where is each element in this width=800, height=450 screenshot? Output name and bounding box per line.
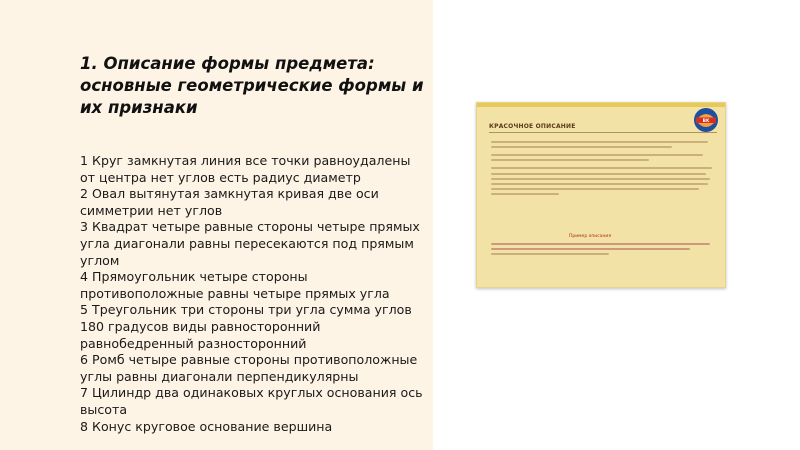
list-item: 5 Треугольник три стороны три угла сумма углов 180 градусов виды равносторонний равнобедренный разносторонний — [80, 302, 412, 351]
slide-body — [80, 153, 428, 435]
image-heading: КРАСОЧНОЕ ОПИСАНИЕ — [489, 123, 576, 130]
image-divider — [489, 132, 717, 133]
list-item: 4 Прямоугольник четыре стороны противоположные равны четыре прямых угла — [80, 269, 390, 301]
list-item: 7 Цилиндр два одинаковых круглых основания ось высота — [80, 385, 423, 417]
image-subheading: Пример описания — [569, 234, 612, 239]
image-example-block — [491, 243, 717, 259]
list-item: 8 Конус круговое основание вершина — [80, 418, 333, 434]
list-item: 6 Ромб четыре равные стороны противоположные углы равны диагонали перпендикулярны — [80, 352, 418, 384]
svg-text:BK: BK — [702, 119, 710, 124]
image-text-block — [491, 141, 717, 199]
slide-title: 1. Описание формы предмета: основные геометрические формы и их признаки — [80, 54, 424, 117]
list-item: 1 Круг замкнутая линия все точки равноудалены от центра нет углов есть радиус диаметр — [80, 153, 411, 185]
image-top-bar — [477, 103, 725, 107]
list-item: 3 Квадрат четыре равные стороны четыре прямых угла диагонали равны пересекаются под прямым углом — [80, 219, 420, 268]
embedded-slide-image — [476, 102, 726, 288]
list-item: 2 Овал вытянутая замкнутая кривая две оси симметрии нет углов — [80, 186, 379, 218]
burger-king-logo-icon — [693, 107, 719, 133]
